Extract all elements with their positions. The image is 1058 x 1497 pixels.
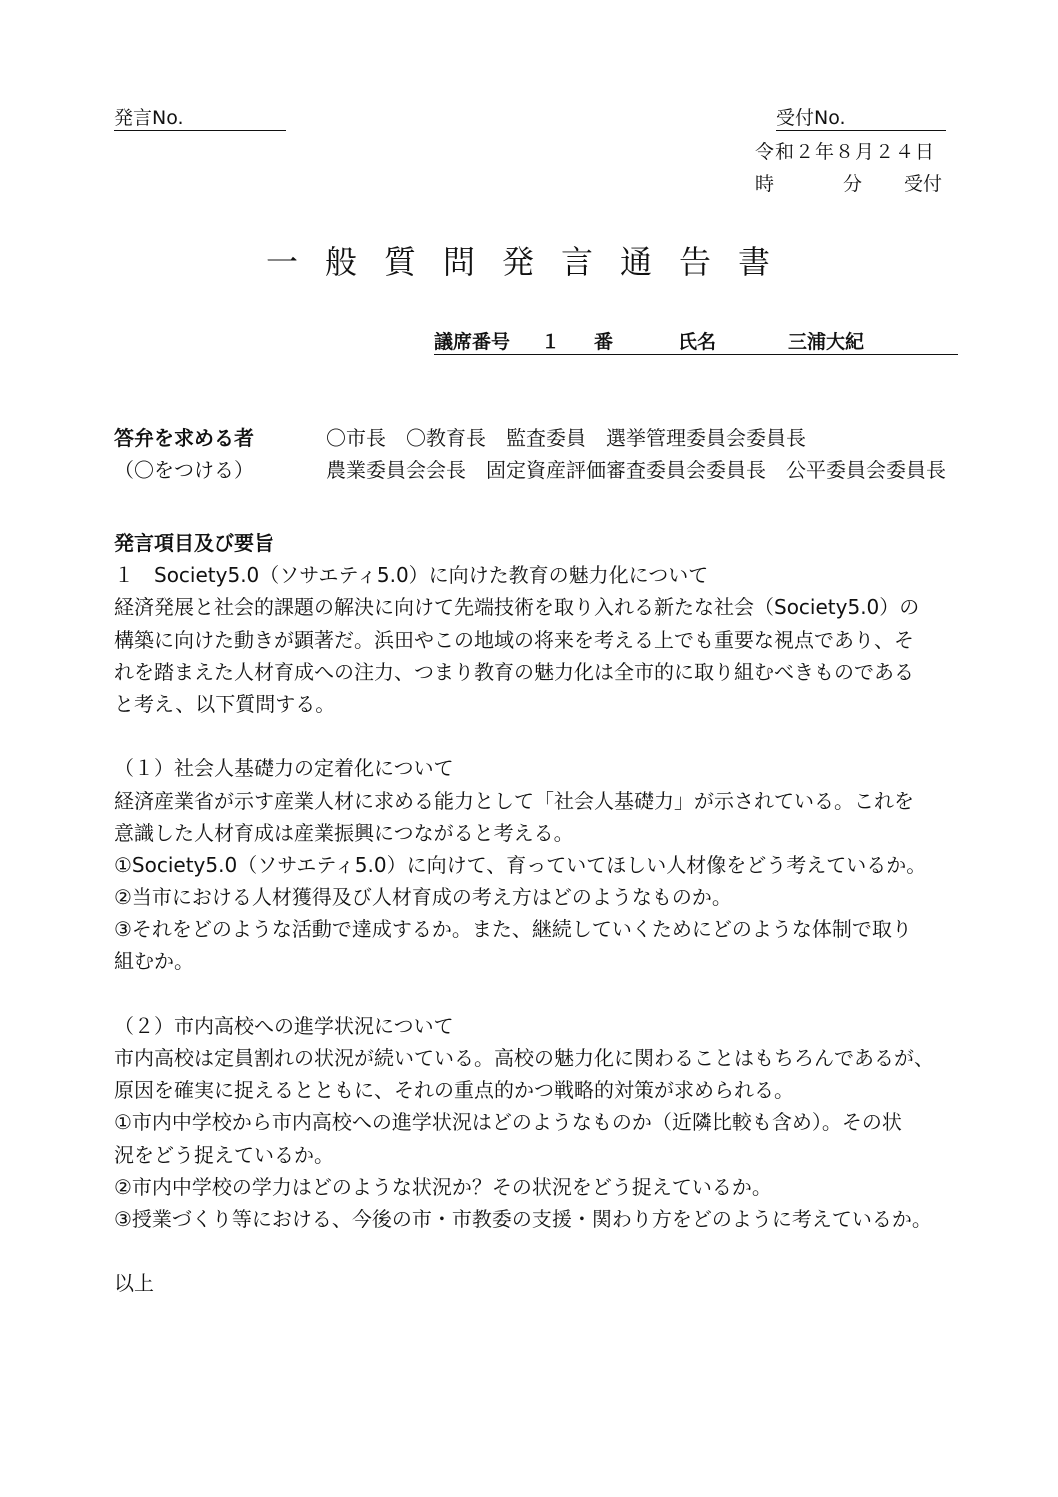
sub1-line: 意識した人材育成は産業振興につながると考える。	[114, 820, 574, 845]
sub1-line: ③それをどのような活動で達成するか。また、継続していくためにどのような体制で取り	[114, 917, 912, 942]
item1-line: れを踏まえた人材育成への注力、つまり教育の魅力化は全市的に取り組むべきものである	[114, 659, 914, 684]
time-minute-label: 分	[843, 173, 863, 195]
item1-title: １ Society5.0（ソサエティ5.0）に向けた教育の魅力化について	[114, 563, 709, 588]
seat-ban: 番	[594, 331, 614, 353]
sub1-line: ②当市における人材獲得及び人材育成の考え方はどのようなものか。	[114, 885, 732, 910]
sub1-line: 経済産業省が示す産業人材に求める能力として「社会人基礎力」が示されている。これを	[114, 788, 914, 813]
respondents-note: （〇をつける）	[114, 458, 254, 482]
seat-name-line	[434, 330, 958, 355]
sub2-line: ②市内中学校の学力はどのような状況か？その状況をどう捉えているか。	[114, 1174, 772, 1199]
sub2-line: 況をどう捉えているか。	[114, 1142, 334, 1167]
uketsuke-no-field	[776, 106, 946, 131]
section-heading: 発言項目及び要旨	[114, 531, 274, 555]
sub2-line: ①市内中学校から市内高校への進学状況はどのようなものか（近隣比較も含め）。その状	[114, 1110, 902, 1135]
respondents-row-1: 〇市長 〇教育長 監査委員 選挙管理委員会委員長	[326, 426, 806, 450]
time-received-label: 受付	[904, 173, 943, 195]
sub1-title: （１）社会人基礎力の定着化について	[114, 756, 454, 781]
item1-line: 構築に向けた動きが顕著だ。浜田やこの地域の将来を考える上でも重要な視点であり、そ	[114, 627, 914, 652]
seat-label: 議席番号	[434, 331, 511, 353]
sub2-title: （２）市内高校への進学状況について	[114, 1013, 454, 1038]
time-hour-label: 時	[755, 173, 775, 195]
name-label: 氏名	[678, 331, 717, 353]
sub1-line: ①Society5.0（ソサエティ5.0）に向けて、育っていてほしい人材像をどう考えているか。	[114, 852, 927, 877]
uketsuke-no-label: 受付No.	[776, 107, 846, 129]
hatsugen-no-field	[114, 106, 286, 131]
item1-line: と考え、以下質問する。	[114, 691, 336, 716]
item1-line: 経済発展と社会的課題の解決に向けて先端技術を取り入れる新たな社会（Society5.0）の	[114, 595, 920, 620]
question-body	[114, 527, 974, 1300]
sub2-line: ③授業づくり等における、今後の市・市教委の支援・関わり方をどのように考えているか。	[114, 1206, 932, 1231]
closing: 以上	[114, 1271, 154, 1296]
sub2-line: 市内高校は定員割れの状況が続いている。高校の魅力化に関わることはもちろんであるが、	[114, 1046, 934, 1070]
sub2-line: 原因を確実に捉えるとともに、それの重点的かつ戦略的対策が求められる。	[114, 1078, 794, 1103]
member-name: 三浦大紀	[788, 331, 865, 353]
hatsugen-no-label: 発言No.	[114, 107, 184, 129]
document-title: 一般質問発言通告書	[266, 243, 798, 281]
sub1-line: 組むか。	[114, 949, 194, 974]
date: 令和２年８月２４日	[755, 141, 936, 163]
seat-number: １	[541, 331, 561, 353]
respondents-row-2: 農業委員会会長 固定資産評価審査委員会委員長 公平委員会委員長	[326, 458, 946, 482]
respondents-label: 答弁を求める者	[114, 426, 254, 450]
